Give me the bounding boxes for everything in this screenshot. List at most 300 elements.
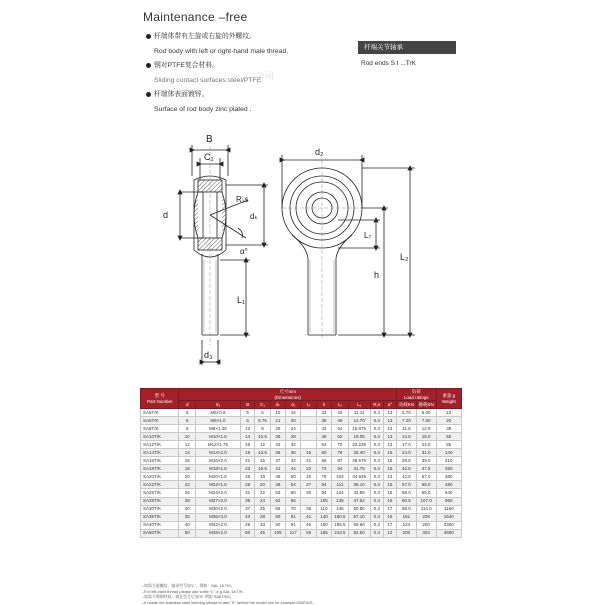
table-cell: 46 xyxy=(301,521,316,529)
table-cell: 0.3 xyxy=(370,409,383,417)
table-cell: 62 xyxy=(270,497,285,505)
table-cell: 31.0 xyxy=(416,449,436,457)
table-cell: 403 xyxy=(416,529,436,537)
table-cell: 16 xyxy=(383,449,396,457)
table-cell: 1160 xyxy=(436,505,461,513)
table-cell: 10 xyxy=(179,433,195,441)
table-cell: 37 xyxy=(241,505,255,513)
table-cell: 59 xyxy=(301,529,316,537)
table-cell: 88.0 xyxy=(397,505,417,513)
table-cell: 78 xyxy=(316,473,331,481)
bullet-icon xyxy=(146,34,151,39)
table-cell: 85.0 xyxy=(416,489,436,497)
table-cell: 114.0 xyxy=(416,505,436,513)
table-cell: 53 xyxy=(270,489,285,497)
table-cell: M10×1.5 xyxy=(195,433,240,441)
table-cell: 42 xyxy=(286,457,301,465)
table-cell: 14 xyxy=(383,473,396,481)
rod-end-drawing xyxy=(150,120,430,375)
table-cell: M27×2.0 xyxy=(195,497,240,505)
table-cell: 46 xyxy=(332,417,348,425)
table-cell: 5.70 xyxy=(397,409,417,417)
table-cell: 31 xyxy=(241,489,255,497)
table-cell: 27 xyxy=(301,481,316,489)
table-cell: 23 xyxy=(241,465,255,473)
table-cell: 55 xyxy=(436,433,461,441)
table-cell: 161 xyxy=(397,513,417,521)
table-cell: 0.3 xyxy=(370,489,383,497)
table-cell: 24 xyxy=(286,425,301,433)
table-cell: 84 xyxy=(316,481,331,489)
part-number-cell: SA8T/K xyxy=(141,425,179,433)
watermark: 公司 xyxy=(256,71,275,81)
table-cell: M36×3.0 xyxy=(195,513,240,521)
table-cell: 87 xyxy=(332,457,348,465)
footnote-1: –如需左旋螺纹，轴承型号加“L”，例如：SAL 18 T/K。 xyxy=(142,583,235,588)
table-cell: 0.3 xyxy=(370,529,383,537)
table-cell: 49 xyxy=(241,521,255,529)
table-cell: 68.0 xyxy=(397,489,417,497)
table-cell: 124 xyxy=(332,489,348,497)
table-cell: 243.5 xyxy=(332,529,348,537)
spec-table xyxy=(140,388,462,538)
table-cell: 10.5 xyxy=(255,433,270,441)
table-cell: 15 xyxy=(383,457,396,465)
table-cell: 90 xyxy=(270,521,285,529)
table-cell: 20 xyxy=(255,481,270,489)
table-cell: 38.10 xyxy=(348,481,370,489)
table-cell: 66 xyxy=(270,505,285,513)
table-cell: 54 xyxy=(316,441,331,449)
table-cell: 140 xyxy=(316,513,331,521)
table-cell: 15 xyxy=(383,489,396,497)
table-cell: 0.3 xyxy=(370,473,383,481)
part-number-cell: SA6T/K xyxy=(141,417,179,425)
table-cell: 10 xyxy=(270,409,285,417)
table-cell xyxy=(301,441,316,449)
table-cell: 4800 xyxy=(436,529,461,537)
table-cell: 0.3 xyxy=(370,449,383,457)
table-cell: 960 xyxy=(436,497,461,505)
table-cell: 28 xyxy=(241,481,255,489)
table-row xyxy=(141,505,462,513)
table-cell: 480 xyxy=(436,481,461,489)
table-cell: 50 xyxy=(179,529,195,537)
label-h: h xyxy=(374,270,380,280)
table-cell: 20 xyxy=(286,417,301,425)
table-cell: 13 xyxy=(383,441,396,449)
table-cell: 208 xyxy=(416,513,436,521)
table-cell: 80 xyxy=(270,513,285,521)
table-cell: 36 xyxy=(286,449,301,457)
bullet-icon xyxy=(146,63,151,68)
table-cell: 42 xyxy=(316,425,331,433)
table-cell: 31.75 xyxy=(348,465,370,473)
header-C1: C₁ xyxy=(255,401,270,409)
part-number-cell: SA22T/K xyxy=(141,481,179,489)
table-row xyxy=(141,489,462,497)
product-badge: 杆端关节轴承 xyxy=(358,41,456,54)
table-cell: 0.3 xyxy=(370,521,383,529)
table-cell: 11.6 xyxy=(397,425,417,433)
table-cell: 41 xyxy=(270,465,285,473)
table-cell: 15 xyxy=(255,457,270,465)
header-dimensions: 尺寸mm (Dimensions) xyxy=(179,389,397,401)
table-cell: 57.10 xyxy=(348,513,370,521)
table-cell: 42.85 xyxy=(348,489,370,497)
table-cell: 22 xyxy=(255,489,270,497)
table-cell: 0.3 xyxy=(370,481,383,489)
table-cell: 25 xyxy=(255,505,270,513)
table-cell: 57.0 xyxy=(416,473,436,481)
table-cell: 13 xyxy=(436,409,461,417)
table-cell: M20×1.5 xyxy=(195,473,240,481)
table-cell: 70 xyxy=(286,505,301,513)
footnote-2: –For left-hand thread please add suffix “L” ,e.g.SAL 18 T/K. xyxy=(142,588,244,594)
table-cell xyxy=(301,409,316,417)
table-cell: 640 xyxy=(436,489,461,497)
header-d3: d₃ xyxy=(195,401,240,409)
part-number-cell: SA12T/K xyxy=(141,441,179,449)
table-cell: 45 xyxy=(255,529,270,537)
table-cell xyxy=(301,433,316,441)
table-cell: 0.3 xyxy=(370,417,383,425)
table-cell: 0.3 xyxy=(370,465,383,473)
table-cell: 78 xyxy=(332,449,348,457)
feature-1-en: Rod body with left or right-hand male thread. xyxy=(154,47,289,55)
label-d: d xyxy=(163,210,169,220)
table-cell: 18 xyxy=(255,473,270,481)
footnote-3: –如需不锈钢材料，请在型号后加“S” 例如 SA8T/KS。 xyxy=(142,594,234,600)
table-cell: 13.5 xyxy=(255,449,270,457)
table-cell: 16 xyxy=(301,449,316,457)
table-cell: 0.3 xyxy=(370,441,383,449)
table-cell: 16.5 xyxy=(255,465,270,473)
table-cell: M5×0.8 xyxy=(195,409,240,417)
table-cell: 37 xyxy=(270,457,285,465)
table-cell: 9 xyxy=(255,425,270,433)
table-cell: 24.0 xyxy=(416,441,436,449)
table-cell: 16 xyxy=(241,441,255,449)
table-cell: M12×1.75 xyxy=(195,441,240,449)
table-cell: M6×1.0 xyxy=(195,417,240,425)
table-cell: 16 xyxy=(286,409,301,417)
table-cell: 19 xyxy=(241,449,255,457)
spec-table-wrapper xyxy=(140,388,462,538)
table-cell: 39.0 xyxy=(416,457,436,465)
table-cell: 18.0 xyxy=(416,433,436,441)
table-cell: 22.225 xyxy=(348,441,370,449)
table-cell: 200 xyxy=(416,521,436,529)
table-row xyxy=(141,521,462,529)
table-cell: 68.0 xyxy=(416,481,436,489)
table-row xyxy=(141,441,462,449)
table-cell: 25 xyxy=(179,489,195,497)
table-cell: 1640 xyxy=(436,513,461,521)
part-number-cell: SA35T/K xyxy=(141,513,179,521)
table-cell: 12 xyxy=(241,425,255,433)
label-L1: L₁ xyxy=(237,295,246,305)
table-cell: 60 xyxy=(286,489,301,497)
table-cell xyxy=(301,425,316,433)
table-cell: 85 xyxy=(436,441,461,449)
table-cell: 110 xyxy=(316,505,331,513)
label-d2: d₂ xyxy=(315,147,324,157)
table-row xyxy=(141,409,462,417)
table-cell: 14 xyxy=(241,433,255,441)
table-cell: 35 xyxy=(241,497,255,505)
part-number-cell: SA28T/K xyxy=(141,497,179,505)
header-d: d xyxy=(179,401,195,409)
table-cell: 28 xyxy=(255,513,270,521)
table-cell: 12.9 xyxy=(416,425,436,433)
table-cell: 150 xyxy=(316,521,331,529)
table-cell: 13 xyxy=(383,409,396,417)
table-cell: 43 xyxy=(241,513,255,521)
footnote-4: –If needs the stainless steel imforing please to add “S” behind the model row for example:SA8T/KS. xyxy=(142,599,314,605)
table-cell: M14×2.0 xyxy=(195,449,240,457)
table-cell: 105 xyxy=(316,497,331,505)
table-cell: 13 xyxy=(383,433,396,441)
feature-1-zh: 杆端体带有左旋或右旋的外螺纹。 xyxy=(146,30,288,45)
header-L1: L₁ xyxy=(348,401,370,409)
table-row xyxy=(141,497,462,505)
feature-3-zh: 杆端体表面镀锌。 xyxy=(146,88,288,103)
table-cell: 0.3 xyxy=(370,425,383,433)
table-cell: 57.0 xyxy=(397,481,417,489)
label-d3: d₃ xyxy=(204,350,213,360)
table-cell: 62 xyxy=(332,433,348,441)
feature-3-en: Surface of rod body zinc plated . xyxy=(154,105,252,113)
table-cell: 0.3 xyxy=(370,457,383,465)
table-cell: M18×1.5 xyxy=(195,465,240,473)
table-cell: M42×2.0 xyxy=(195,521,240,529)
feature-2-en: Sliding contact surfaces:steel/PTFE xyxy=(154,76,262,84)
table-cell: 260 xyxy=(436,465,461,473)
table-cell: 15 xyxy=(383,497,396,505)
table-cell: 28 xyxy=(286,433,301,441)
table-row xyxy=(141,425,462,433)
table-cell: 25.40 xyxy=(348,449,370,457)
table-cell: 66.60 xyxy=(348,521,370,529)
table-cell: 24.0 xyxy=(397,449,417,457)
table-cell: 14.5 xyxy=(397,433,417,441)
table-cell: 0.3 xyxy=(370,497,383,505)
header-dk: dₖ xyxy=(270,401,285,409)
table-cell: M48×2.0 xyxy=(195,529,240,537)
table-cell: 20 xyxy=(179,473,195,481)
table-cell: 11.11 xyxy=(348,409,370,417)
table-cell: 24 xyxy=(255,497,270,505)
table-cell: 145 xyxy=(332,505,348,513)
table-cell: 12 xyxy=(255,441,270,449)
table-cell: 48 xyxy=(270,481,285,489)
table-cell: M30×2.0 xyxy=(195,505,240,513)
table-cell: 124 xyxy=(397,521,417,529)
part-number-cell: SA40T/K xyxy=(141,521,179,529)
table-row xyxy=(141,457,462,465)
header-load-ratings: 负荷 Load ratings xyxy=(397,389,437,401)
table-cell: 7.60 xyxy=(416,417,436,425)
table-cell: 103 xyxy=(332,473,348,481)
table-cell: 25 xyxy=(241,473,255,481)
table-cell: 94 xyxy=(332,465,348,473)
table-cell: 70 xyxy=(332,441,348,449)
table-cell: 30 xyxy=(179,505,195,513)
table-cell: 38 xyxy=(436,425,461,433)
header-dynamic-load: 动载KN xyxy=(397,401,417,409)
table-cell: 14 xyxy=(383,425,396,433)
label-alpha: α° xyxy=(240,247,248,256)
table-cell: 50.80 xyxy=(348,505,370,513)
label-L7: L₇ xyxy=(364,231,372,240)
table-cell xyxy=(301,497,316,505)
table-cell: 19.05 xyxy=(348,433,370,441)
table-cell: 7.20 xyxy=(397,417,417,425)
table-cell: 47.62 xyxy=(348,497,370,505)
table-cell: 91 xyxy=(286,521,301,529)
table-cell: 5 xyxy=(179,409,195,417)
table-cell: 111 xyxy=(332,481,348,489)
table-cell: 42.5 xyxy=(397,465,417,473)
table-cell: 140 xyxy=(436,449,461,457)
table-cell: 32 xyxy=(286,441,301,449)
table-cell: 15 xyxy=(383,513,396,521)
label-L2: L₂ xyxy=(400,252,409,262)
table-cell: 28 xyxy=(270,433,285,441)
table-cell: 28 xyxy=(179,497,195,505)
table-cell xyxy=(301,417,316,425)
table-cell: 200 xyxy=(397,529,417,537)
table-cell: 8 xyxy=(179,425,195,433)
table-row xyxy=(141,465,462,473)
table-cell: 380 xyxy=(436,473,461,481)
part-number-cell: SA10T/K xyxy=(141,433,179,441)
part-number-cell: SA18T/K xyxy=(141,465,179,473)
table-cell: 21 xyxy=(241,457,255,465)
table-cell: 180.5 xyxy=(332,513,348,521)
table-cell: 25 xyxy=(301,473,316,481)
header-d2: d₂ xyxy=(286,401,301,409)
table-cell: 82.50 xyxy=(348,529,370,537)
table-cell: M8×1.25 xyxy=(195,425,240,433)
table-cell: 6 xyxy=(179,417,195,425)
table-cell: 21 xyxy=(301,457,316,465)
part-number-cell: SA30T/K xyxy=(141,505,179,513)
table-cell: 136 xyxy=(332,497,348,505)
table-cell: 18 xyxy=(179,465,195,473)
header-R1s: R₁s xyxy=(370,401,383,409)
table-cell: 47.5 xyxy=(416,465,436,473)
header-L2: L₂ xyxy=(332,401,348,409)
table-cell: 60 xyxy=(316,449,331,457)
product-series: Rod ends S I ...T/K xyxy=(361,60,416,67)
table-cell: 15 xyxy=(383,465,396,473)
table-cell: 15.875 xyxy=(348,425,370,433)
table-cell: 28.575 xyxy=(348,457,370,465)
table-row xyxy=(141,513,462,521)
table-cell: 20 xyxy=(436,417,461,425)
footnotes xyxy=(142,583,314,605)
table-cell: 0.3 xyxy=(370,433,383,441)
table-cell: 12 xyxy=(383,529,396,537)
feature-2-zh: 钢对PTFE复合材料。 xyxy=(146,59,288,74)
table-cell: 41 xyxy=(301,513,316,521)
table-cell: 32 xyxy=(270,441,285,449)
table-cell: 15 xyxy=(383,481,396,489)
page-heading: Maintenance –free xyxy=(143,10,248,24)
table-cell: 45 xyxy=(270,473,285,481)
part-number-cell: SA50T/K xyxy=(141,529,179,537)
table-row xyxy=(141,449,462,457)
table-cell: 36 xyxy=(270,449,285,457)
table-cell: 17.0 xyxy=(397,441,417,449)
header-static-load: 静载KN xyxy=(416,401,436,409)
table-cell: 35 xyxy=(179,513,195,521)
header-B: B xyxy=(241,401,255,409)
table-cell: 80.5 xyxy=(397,497,417,505)
bullet-icon xyxy=(146,92,151,97)
label-R1s: R₁s xyxy=(236,195,249,204)
table-cell: 36 xyxy=(316,417,331,425)
part-number-cell: SA16T/K xyxy=(141,457,179,465)
label-B: B xyxy=(206,134,213,145)
table-cell: 12.70 xyxy=(348,417,370,425)
table-row xyxy=(141,481,462,489)
table-cell: 195.5 xyxy=(332,521,348,529)
table-cell: 6.75 xyxy=(255,417,270,425)
header-h: h xyxy=(316,401,331,409)
table-cell: 12 xyxy=(179,441,195,449)
table-cell: 13 xyxy=(383,417,396,425)
label-dk: dₖ xyxy=(250,212,258,221)
table-cell: 60 xyxy=(241,529,255,537)
table-cell: 50 xyxy=(286,473,301,481)
table-cell: 35 xyxy=(301,505,316,513)
table-cell: M24×2.0 xyxy=(195,489,240,497)
table-cell: 210 xyxy=(436,457,461,465)
table-cell: 66 xyxy=(316,457,331,465)
table-cell: 30 xyxy=(301,489,316,497)
table-cell: 54 xyxy=(332,425,348,433)
table-cell: 42 xyxy=(332,409,348,417)
table-cell: 48 xyxy=(316,433,331,441)
table-cell: 117 xyxy=(286,529,301,537)
table-cell: 21 xyxy=(270,417,285,425)
table-cell: 6 xyxy=(241,417,255,425)
part-number-cell: SA14T/K xyxy=(141,449,179,457)
label-C1: C₁ xyxy=(204,152,214,162)
table-cell: 72 xyxy=(316,465,331,473)
part-number-cell: SA5T/K xyxy=(141,409,179,417)
table-cell: 28.5 xyxy=(397,457,417,465)
table-cell: 6 xyxy=(255,409,270,417)
table-cell: 107.0 xyxy=(416,497,436,505)
table-cell: 54 xyxy=(286,481,301,489)
header-weight: 重量 g Weight xyxy=(436,389,461,409)
table-cell: 33 xyxy=(255,521,270,529)
header-L7: L₇ xyxy=(301,401,316,409)
table-row xyxy=(141,473,462,481)
table-cell: 66 xyxy=(286,497,301,505)
table-cell: 34.925 xyxy=(348,473,370,481)
spec-table-body xyxy=(141,409,462,538)
table-row xyxy=(141,529,462,537)
table-cell: 2300 xyxy=(436,521,461,529)
part-number-cell: SA25T/K xyxy=(141,489,179,497)
table-row xyxy=(141,433,462,441)
table-cell: 81 xyxy=(286,513,301,521)
